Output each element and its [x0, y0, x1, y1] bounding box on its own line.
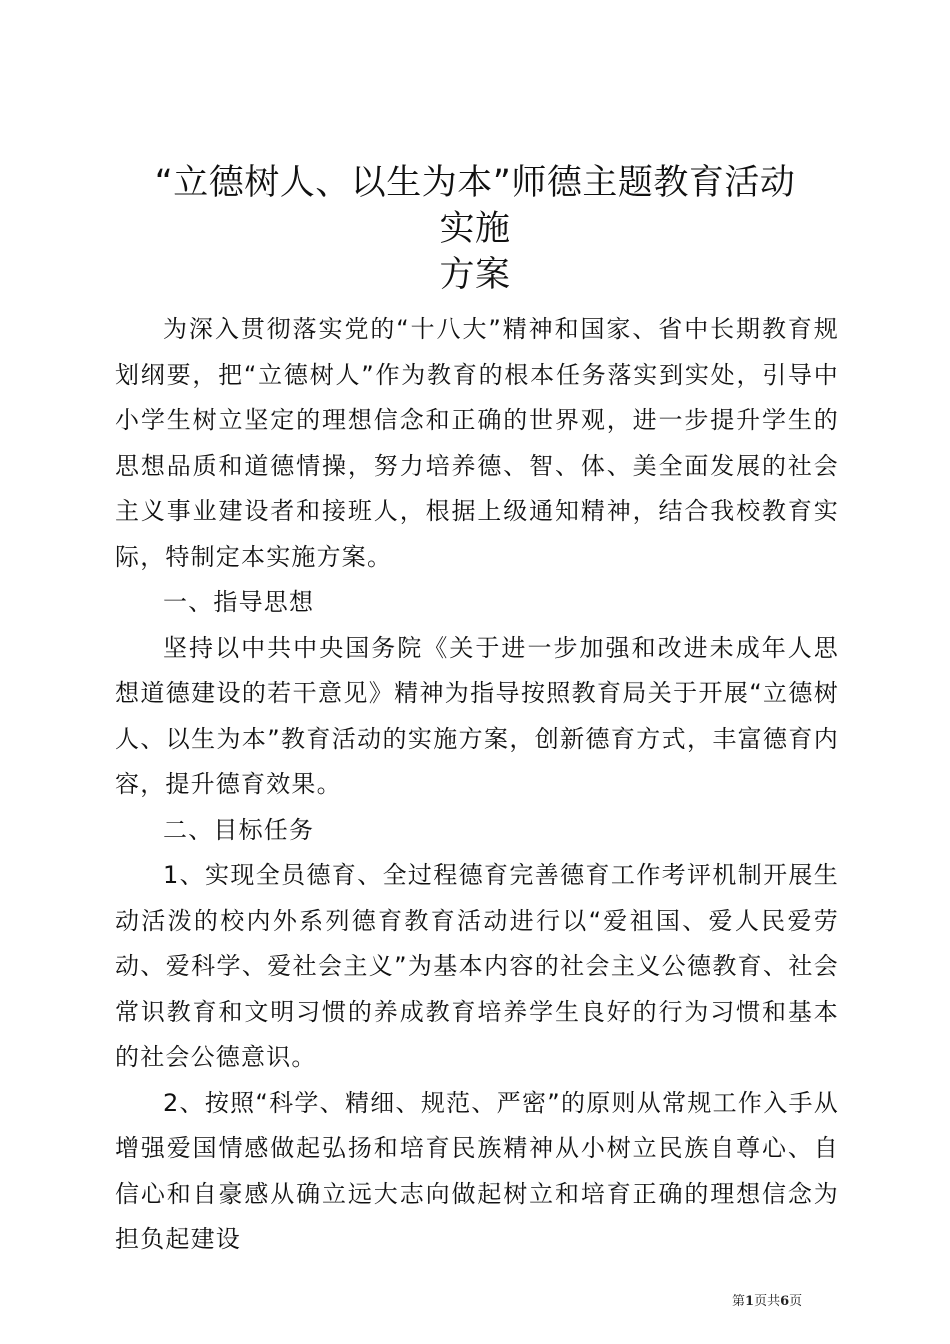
guiding-ideology-paragraph: 坚持以中共中央国务院《关于进一步加强和改进未成年人思想道德建设的若干意见》精神为指导按照教育局关于开展“立德树人、以生为本”教育活动的实施方案，创新德育方式，丰富德育内容，提升德育效果。	[115, 633, 839, 798]
page-number-footer	[732, 1290, 802, 1309]
document-body	[115, 307, 839, 1263]
title-line-1: “立德树人、以生为本”师德主题教育活动	[154, 163, 796, 203]
footer-current-page: 1	[745, 1294, 755, 1309]
goal-item-1: 1、实现全员德育、全过程德育完善德育工作考评机制开展生动活泼的校内外系列德育教育活动进行以“爱祖国、爱人民爱劳动、爱科学、爱社会主义”为基本内容的社会主义公德教育、社会常识教育和文明习惯的养成教育培养学生良好的行为习惯和基本的社会公德意识。	[115, 861, 839, 1071]
intro-paragraph: 为深入贯彻落实党的“十八大”精神和国家、省中长期教育规划纲要，把“立德树人”作为教育的根本任务落实到实处，引导中小学生树立坚定的理想信念和正确的世界观，进一步提升学生的思想品质和道德情操，努力培养德、智、体、美全面发展的社会主义事业建设者和接班人，根据上级通知精神，结合我校教育实际，特制定本实施方案。	[115, 315, 839, 571]
title-line-2: 实施	[439, 209, 511, 249]
section-heading-guiding-ideology: 一、指导思想	[163, 588, 315, 616]
document-title	[115, 160, 835, 298]
section-heading-goals-tasks: 二、目标任务	[163, 815, 315, 844]
footer-prefix: 第	[732, 1294, 746, 1309]
footer-suffix: 页	[789, 1294, 803, 1309]
footer-middle: 页共	[754, 1294, 781, 1309]
goal-item-2: 2、按照“科学、精细、规范、严密”的原则从常规工作入手从增强爱国情感做起弘扬和培育民族精神从小树立民族自尊心、自信心和自豪感从确立远大志向做起树立和培育正确的理想信念为担负起建设	[115, 1088, 839, 1253]
title-line-3: 方案	[439, 255, 511, 295]
footer-total-pages: 6	[780, 1294, 790, 1309]
